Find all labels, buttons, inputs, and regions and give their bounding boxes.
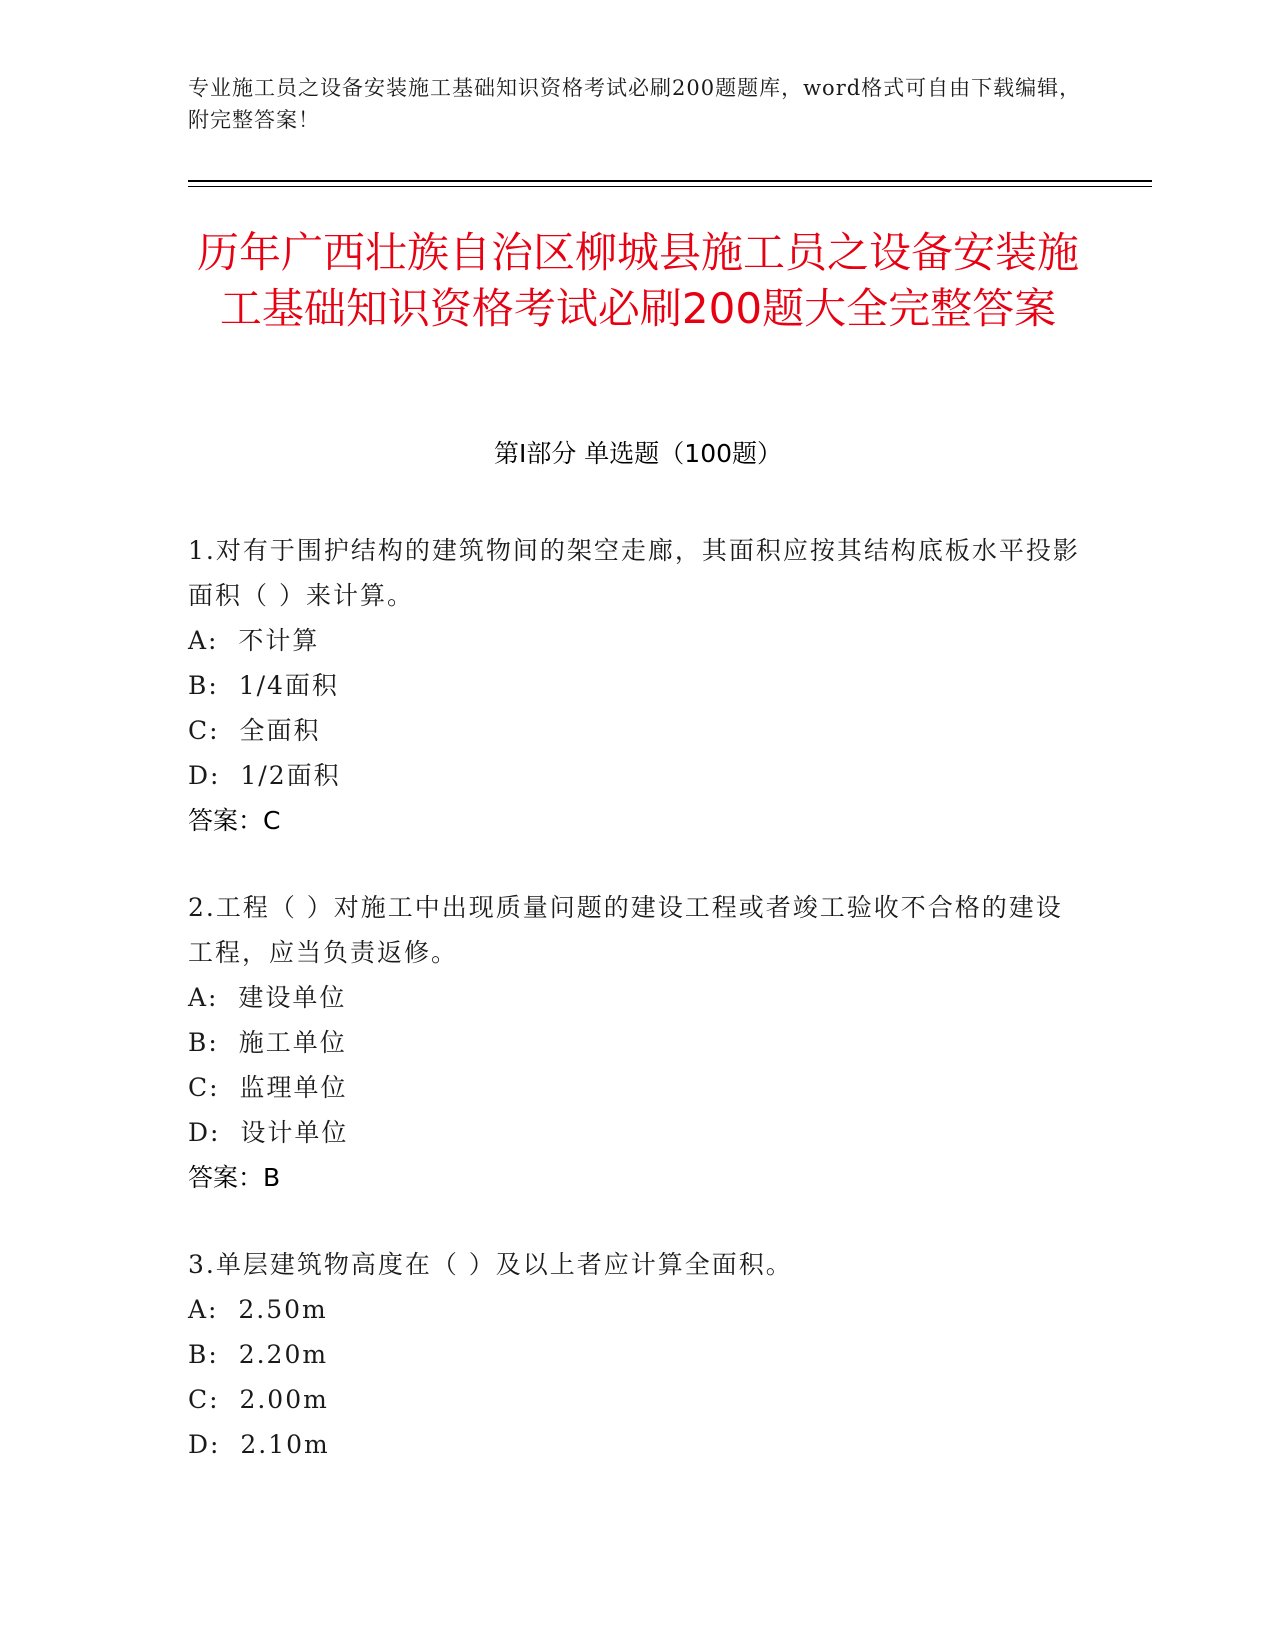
option-a: A: 不计算 [188, 626, 320, 655]
question-item [188, 885, 1088, 1200]
document-title: 历年广西壮族自治区柳城县施工员之设备安装施工基础知识资格考试必刷200题大全完整答案 [196, 228, 1079, 333]
answer-line: 答案：B [188, 1163, 281, 1192]
option-c: C: 2.00m [188, 1385, 329, 1414]
section-title: 第Ⅰ部分 单选题（100题） [493, 439, 783, 468]
option-d: D: 1/2面积 [188, 761, 341, 790]
header-divider-thick [188, 180, 1152, 182]
question-item [188, 528, 1088, 843]
option-c: C: 全面积 [188, 716, 321, 745]
question-stem: 2.工程（ ）对施工中出现质量问题的建设工程或者竣工验收不合格的建设工程，应当负责返修。 [188, 893, 1063, 967]
option-a: A: 建设单位 [188, 983, 347, 1012]
option-d: D: 2.10m [188, 1430, 330, 1459]
option-b: B: 1/4面积 [188, 671, 339, 700]
answer-line: 答案：C [188, 806, 281, 835]
header-note: 专业施工员之设备安装施工基础知识资格考试必刷200题题库，word格式可自由下载编辑，附完整答案！ [188, 76, 1082, 132]
question-item [188, 1242, 1088, 1467]
option-d: D: 设计单位 [188, 1118, 349, 1147]
question-list [188, 528, 1088, 1509]
question-stem: 3.单层建筑物高度在（ ）及以上者应计算全面积。 [188, 1250, 793, 1279]
option-b: B: 施工单位 [188, 1028, 347, 1057]
option-a: A: 2.50m [188, 1295, 328, 1324]
option-c: C: 监理单位 [188, 1073, 348, 1102]
option-b: B: 2.20m [188, 1340, 329, 1369]
question-stem: 1.对有于围护结构的建筑物间的架空走廊，其面积应按其结构底板水平投影面积（ ）来计算。 [188, 536, 1080, 610]
header-divider-thin [188, 186, 1152, 187]
